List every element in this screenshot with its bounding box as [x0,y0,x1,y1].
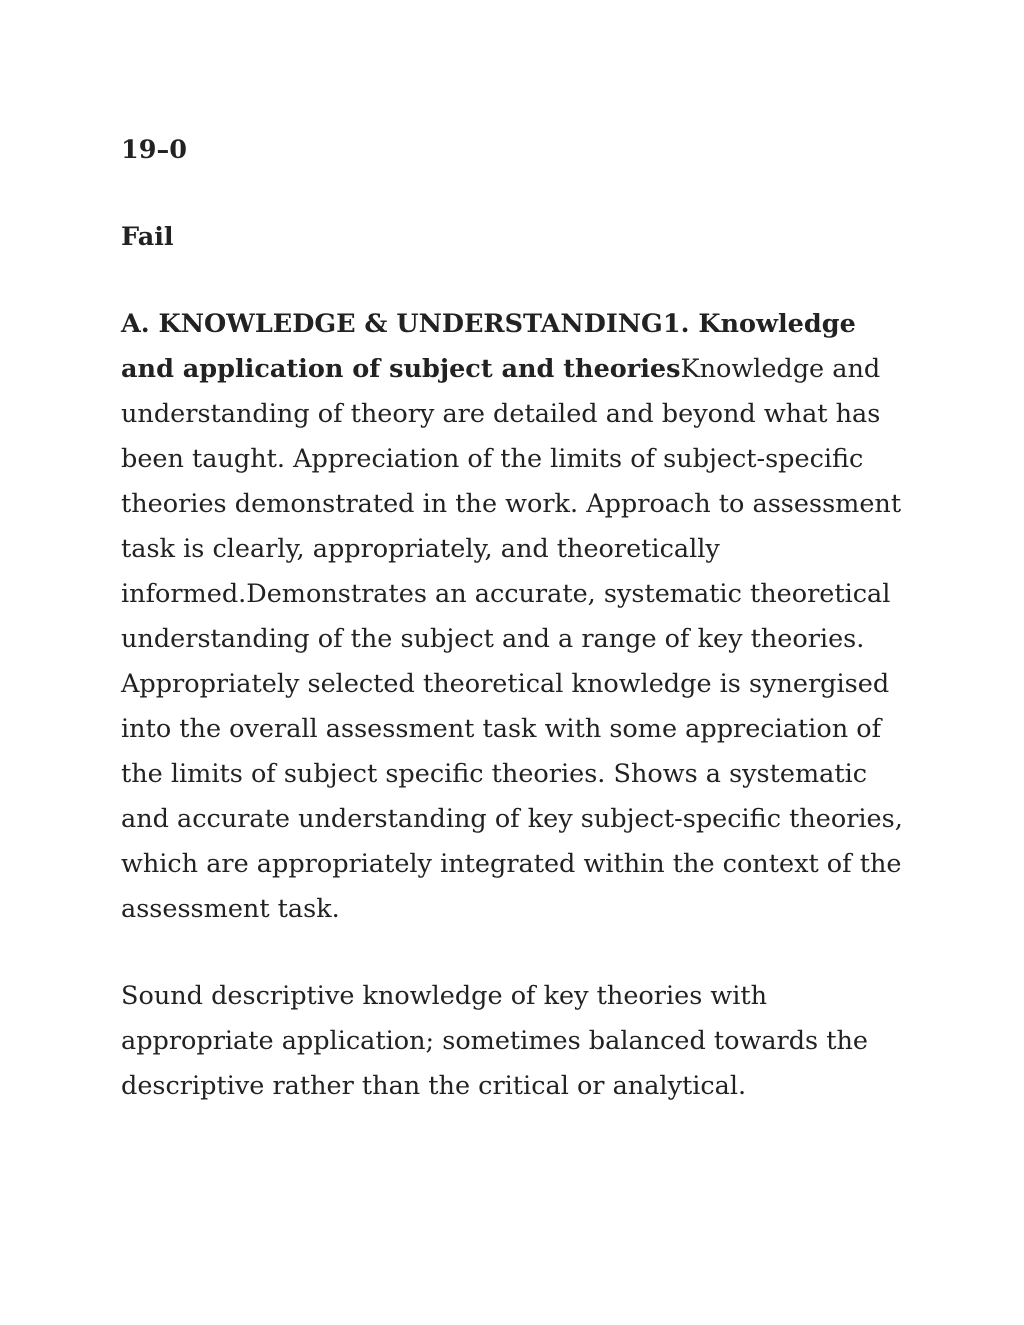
grade-description: Sound descriptive knowledge of key theories with appropriate application; sometimes balanced towards the descriptive rather than the critical or analytical. [121,981,869,1101]
grade-label: Fail [121,222,174,252]
score-range: 19–0 [121,135,187,165]
criteria-heading: A. KNOWLEDGE & UNDERSTANDING1. Knowledge and application of subject and theories [121,309,856,384]
document-page [121,128,911,1109]
criteria-body: Knowledge and understanding of theory are detailed and beyond what has been taught. Appreciation of the limits of subject-specific theories demonstrated in the work. Approach to assessment task is clearly, appropriately, and theoretically informed.Demonstrates an accurate, systematic theoretical understanding of the subject and a range of key theories. Appropriately selected theoretical knowledge is synergised into the overall assessment task with some appreciation of the limits of subject specific theories. Shows a systematic and accurate understanding of key subject-specific theories, which are appropriately integrated within the context of the assessment task. [121,354,903,924]
criteria-paragraph [121,302,911,932]
